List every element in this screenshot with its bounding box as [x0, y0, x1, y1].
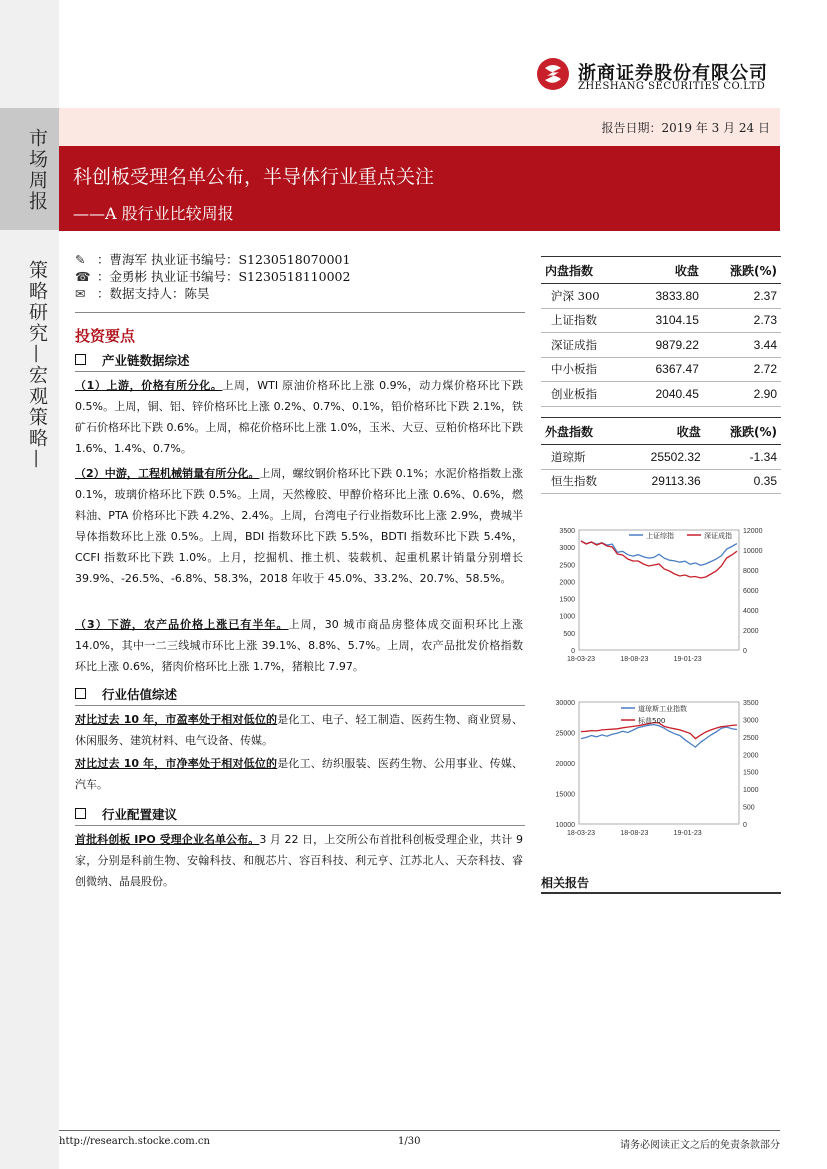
y2-tick-label: 3000	[743, 717, 759, 725]
subheading-divider	[75, 705, 525, 706]
domestic-index-table	[541, 256, 781, 407]
y2-tick-label: 500	[743, 804, 755, 812]
table-row	[541, 357, 781, 382]
company-name-en: ZHESHANG SECURITIES CO.LTD	[578, 81, 766, 92]
index-change: 3.44	[703, 333, 781, 358]
y2-tick-label: 6000	[743, 588, 759, 595]
index-close: 6367.47	[630, 357, 703, 382]
y-tick-label: 15000	[555, 791, 575, 799]
legend-label: 深证成指	[704, 532, 732, 540]
author-divider	[75, 312, 525, 313]
subheading-divider	[75, 825, 525, 826]
y2-tick-label: 8000	[743, 568, 759, 575]
table-header: 涨跌(%)	[703, 257, 781, 284]
y2-tick-label: 2000	[743, 628, 759, 635]
y2-tick-label: 12000	[743, 528, 763, 535]
legend-label: 标普500	[638, 717, 666, 725]
footer-url[interactable]: http://research.stocke.com.cn	[59, 1136, 210, 1147]
author-row-1	[75, 251, 350, 268]
y-tick-label: 3000	[559, 545, 575, 553]
table-row	[541, 445, 781, 470]
section-heading-investment: 投资要点	[75, 327, 136, 345]
y2-tick-label: 1000	[743, 787, 759, 795]
table-header: 内盘指数	[541, 257, 630, 284]
legend-label: 道琼斯工业指数	[638, 705, 687, 713]
pen-icon: ✎	[75, 252, 86, 267]
related-divider	[541, 892, 781, 894]
index-name: 创业板指	[541, 382, 630, 407]
x-tick-label: 18-08-23	[620, 656, 649, 663]
index-change: 2.90	[703, 382, 781, 407]
series-line	[581, 725, 737, 748]
author-row-2	[75, 268, 350, 285]
table-row	[541, 284, 781, 309]
index-name: 恒生指数	[541, 469, 624, 494]
x-tick-label: 19-01-23	[673, 830, 702, 837]
index-close: 25502.32	[624, 445, 705, 470]
checkbox-square-icon	[75, 808, 86, 819]
index-name: 上证指数	[541, 308, 630, 333]
y-tick-label: 1000	[559, 613, 575, 621]
footer-divider	[59, 1130, 780, 1131]
y2-tick-label: 2000	[743, 752, 759, 760]
author-block	[75, 251, 350, 302]
index-change: 2.73	[703, 308, 781, 333]
table-header: 涨跌(%)	[705, 418, 781, 445]
series-line	[581, 541, 737, 578]
disclaimer-note: 请务必阅读正文之后的免责条款部分	[620, 1140, 780, 1151]
y2-tick-label: 10000	[743, 548, 763, 555]
table-row	[541, 469, 781, 494]
table-header: 收盘	[624, 418, 705, 445]
y2-tick-label: 0	[743, 822, 747, 829]
foreign-index-chart	[541, 694, 781, 842]
title-bar	[59, 146, 780, 231]
index-change: 2.37	[703, 284, 781, 309]
checkbox-square-icon	[75, 688, 86, 699]
y-tick-label: 1500	[559, 596, 575, 604]
table-row	[541, 382, 781, 407]
y2-tick-label: 1500	[743, 769, 759, 777]
y-tick-label: 500	[563, 630, 575, 638]
y-tick-label: 30000	[555, 700, 575, 707]
index-change: -1.34	[705, 445, 781, 470]
foreign-index-table	[541, 417, 781, 494]
index-close: 3833.80	[630, 284, 703, 309]
x-tick-label: 19-01-23	[673, 656, 702, 663]
y-tick-label: 3500	[559, 528, 575, 535]
paragraph-midstream: （2）中游，工程机械销量有所分化。上周，螺纹钢价格环比下跌 0.1%；水泥价格指数上涨 0.1%，玻璃价格环比下跌 0.5%。上周，天然橡胶、甲醇价格环比上涨 0.6%、0.6%，燃料油、PTA 价格环比下跌 4.2%、2.4%。上周，台湾电子行业指数环比上涨 2.9%，费城半导体指数环比上涨 0.5%。上周，BDI 指数环比下跌 5.5%，BDTI 指数环比下跌 5.4%，CCFI 指数环比下跌 1.0%。上月，挖掘机、推土机、装载机、起重机累计销量分别增长 39.9%、-26.5%、-6.8%、58.3%，2018 年收于 45.0%、33.2%、20.7%、58.5%。	[75, 467, 523, 585]
index-change: 0.35	[705, 469, 781, 494]
paragraph-pb: 对比过去 10 年，市净率处于相对低位的是化工、纺织服装、医药生物、公用事业、传媒、汽车。	[75, 757, 524, 791]
report-date: 报告日期：2019 年 3 月 24 日	[601, 121, 770, 135]
y2-tick-label: 0	[743, 648, 747, 655]
index-change: 2.72	[703, 357, 781, 382]
y2-tick-label: 2500	[743, 734, 759, 742]
author-2: ：金勇彬 执业证书编号：S1230518110002	[97, 269, 351, 284]
table-header-row	[541, 418, 781, 445]
index-close: 3104.15	[630, 308, 703, 333]
x-tick-label: 18-08-23	[620, 830, 649, 837]
report-subtitle: ——A 股行业比较周报	[73, 204, 234, 223]
subheading-divider	[75, 371, 525, 372]
table-header: 收盘	[630, 257, 703, 284]
table-row	[541, 333, 781, 358]
table-header: 外盘指数	[541, 418, 624, 445]
subheading-allocation: 行业配置建议	[75, 805, 177, 823]
index-name: 沪深 300	[541, 284, 630, 309]
y-tick-label: 25000	[555, 730, 575, 738]
company-logo-icon	[536, 57, 570, 91]
date-bar	[59, 108, 780, 146]
report-type-label: 市场周报	[26, 128, 48, 212]
company-logo	[536, 57, 776, 97]
y2-tick-label: 4000	[743, 608, 759, 615]
index-close: 29113.36	[624, 469, 705, 494]
table-row	[541, 308, 781, 333]
index-close: 9879.22	[630, 333, 703, 358]
plot-frame	[579, 530, 739, 650]
paragraph-pe: 对比过去 10 年，市盈率处于相对低位的是化工、电子、轻工制造、医药生物、商业贸易、休闲服务、建筑材料、电气设备、传媒。	[75, 713, 524, 747]
domestic-index-chart	[541, 522, 781, 668]
y-tick-label: 0	[571, 648, 575, 655]
author-row-3	[75, 285, 350, 302]
page-number: 1/30	[398, 1136, 421, 1147]
subheading-chain: 产业链数据综述	[75, 351, 190, 369]
company-name-cn: 浙商证券股份有限公司	[578, 63, 768, 84]
phone-icon: ☎	[75, 269, 91, 284]
x-tick-label: 18-03-23	[566, 656, 596, 663]
author-1: ：曹海军 执业证书编号：S1230518070001	[97, 252, 351, 267]
y-tick-label: 2500	[559, 562, 575, 570]
checkbox-square-icon	[75, 354, 86, 365]
y-tick-label: 20000	[555, 761, 575, 768]
report-title: 科创板受理名单公布，半导体行业重点关注	[73, 166, 435, 188]
index-name: 道琼斯	[541, 445, 624, 470]
related-reports-heading: 相关报告	[541, 876, 590, 890]
y2-tick-label: 3500	[743, 700, 759, 707]
paragraph-upstream: （1）上游，价格有所分化。上周，WTI 原油价格环比上涨 0.9%，动力煤价格环比下跌 0.5%。上周，铜、铝、锌价格环比上涨 0.2%、0.7%、0.1%，铅价格环比下跌 2.1%，铁矿石价格环比下跌 0.6%。上周，棉花价格环比上涨 1.0%，玉米、大豆、豆粕价格环比下跌 1.6%、1.4%、0.7%。	[75, 379, 524, 455]
paragraph-star-market: 首批科创板 IPO 受理企业名单公布。3 月 22 日，上交所公布首批科创板受理企业，共计 9 家，分别是科前生物、安翰科技、和舰芯片、容百科技、利元亨、江苏北人、天奈科技、睿创微纳、晶晨股份。	[75, 833, 523, 888]
subheading-valuation: 行业估值综述	[75, 685, 177, 703]
category-label: 策略研究—宏观策略—	[26, 260, 48, 470]
y-tick-label: 2000	[559, 579, 575, 587]
index-close: 2040.45	[630, 382, 703, 407]
x-tick-label: 18-03-23	[566, 830, 596, 837]
y-tick-label: 10000	[555, 822, 575, 829]
table-header-row	[541, 257, 781, 284]
envelope-icon: ✉	[75, 286, 86, 301]
index-name: 深证成指	[541, 333, 630, 358]
paragraph-downstream: （3）下游，农产品价格上涨已有半年。上周，30 城市商品房整体成交面积环比上涨 14.0%，其中一二三线城市环比上涨 39.1%、8.8%、5.7%。上周，农产品批发价格指数环比上涨 0.6%，猪肉价格环比上涨 1.7%，猪粮比 7.97。	[75, 618, 523, 673]
data-support: ：数据支持人：陈昊	[97, 286, 210, 301]
legend-label: 上证综指	[646, 532, 674, 540]
index-name: 中小板指	[541, 357, 630, 382]
